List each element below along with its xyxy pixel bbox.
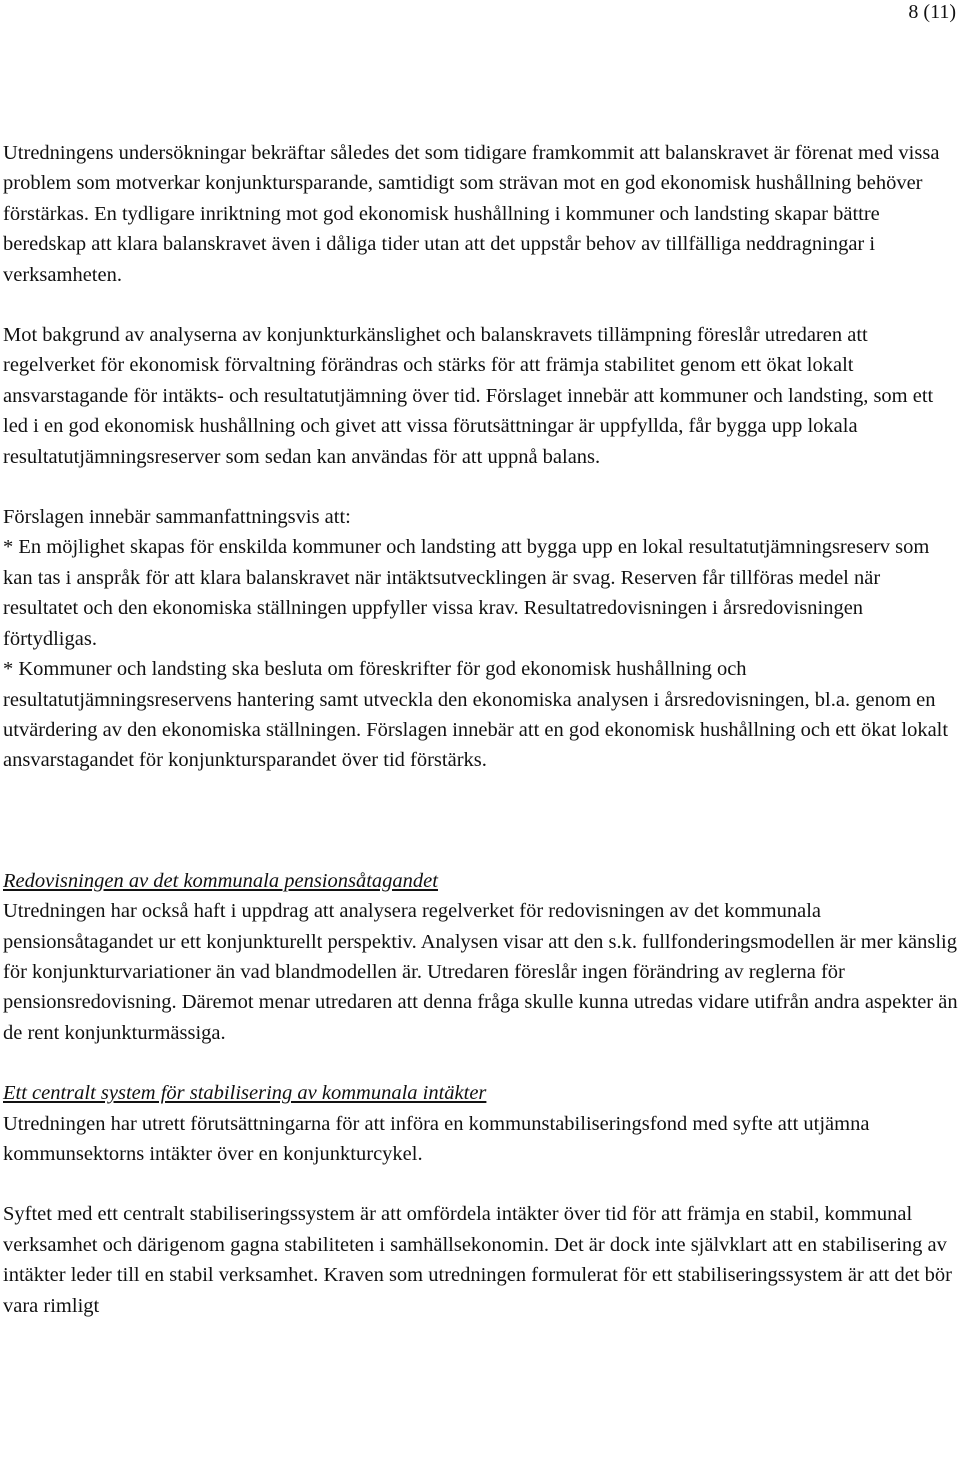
paragraph-pension: Utredningen har också haft i uppdrag att analysera regelverket för redovisningen av det kommunala pensionsåtagandet ur ett konjunkturellt perspektiv. Analysen visar att den s.k. fullfonderingsmodellen är mer känslig för konjunkturvariationer än vad blandmodellen är. Utredaren föreslår ingen förändring av reglerna för pensionsredovisning. Däremot menar utredaren att denna fråga skulle kunna utredas vidare utifrån andra aspekter än de rent konjunkturmässiga. <box>3 900 958 1044</box>
list-item-reserve: * En möjlighet skapas för enskilda kommuner och landsting att bygga upp en lokal resultatutjämningsreserv som kan tas i anspråk för att klara balanskravet när intäktsutvecklingen är svag. Reserven får tillföras medel när resultatet och den ekonomiska ställningen uppfyller vissa krav. Resultatredovisningen i årsredovisningen förtydligas. <box>3 536 930 650</box>
document-body <box>3 138 958 1321</box>
list-item-regulations: * Kommuner och landsting ska besluta om föreskrifter för god ekonomisk hushållning och resultatutjämningsreservens hantering samt utveckla den ekonomiska analysen i årsredovisningen, bl.a. genom en utvärdering av den ekonomiska ställningen. Förslagen innebär att en god ekonomisk hushållning och ett ökat lokalt ansvarstagandet för konjunktursparandet över tid förstärks. <box>3 658 949 772</box>
paragraph-summary-intro: Förslagen innebär sammanfattningsvis att: <box>3 506 351 529</box>
paragraph-findings: Utredningens undersökningar bekräftar således det som tidigare framkommit att balanskravet är förenat med vissa problem som motverkar konjunktursparande, samtidigt som strävan mot en god ekonomisk hushållning behöver förstärkas. En tydligare inriktning mot god ekonomisk hushållning i kommuner och landsting skapar bättre beredskap att klara balanskravet även i dåliga tider utan att det uppstår behov av tillfälliga neddragningar i verksamheten. <box>3 142 940 286</box>
section-heading-stabilization: Ett centralt system för stabilisering av kommunala intäkter <box>3 1082 487 1105</box>
page-number: 8 (11) <box>908 1 956 23</box>
paragraph-proposal-background: Mot bakgrund av analyserna av konjunkturkänslighet och balanskravets tillämpning föreslår utredaren att regelverket för ekonomisk förvaltning förändras och stärks för att främja stabilitet genom ett ökat lokalt ansvarstagande för intäkts- och resultatutjämning över tid. Förslaget innebär att kommuner och landsting, som ett led i en god ekonomisk hushållning och givet att vissa förutsättningar är uppfyllda, får bygga upp lokala resultatutjämningsreserver som sedan kan användas för att uppnå balans. <box>3 324 934 468</box>
paragraph-stabilization-purpose: Syftet med ett centralt stabiliseringssystem är att omfördela intäkter över tid för att främja en stabil, kommunal verksamhet och därigenom gagna stabiliteten i samhällsekonomin. Det är dock inte självklart att en stabilisering av intäkter leder till en stabil verksamhet. Kraven som utredningen formulerat för ett stabiliseringssystem är att det bör vara rimligt <box>3 1203 952 1317</box>
paragraph-stabilization-fund: Utredningen har utrett förutsättningarna för att införa en kommunstabiliseringsfond med syfte att utjämna kommunsektorns intäkter över en konjunkturcykel. <box>3 1112 870 1165</box>
section-heading-pension: Redovisningen av det kommunala pensionsåtagandet <box>3 869 438 892</box>
